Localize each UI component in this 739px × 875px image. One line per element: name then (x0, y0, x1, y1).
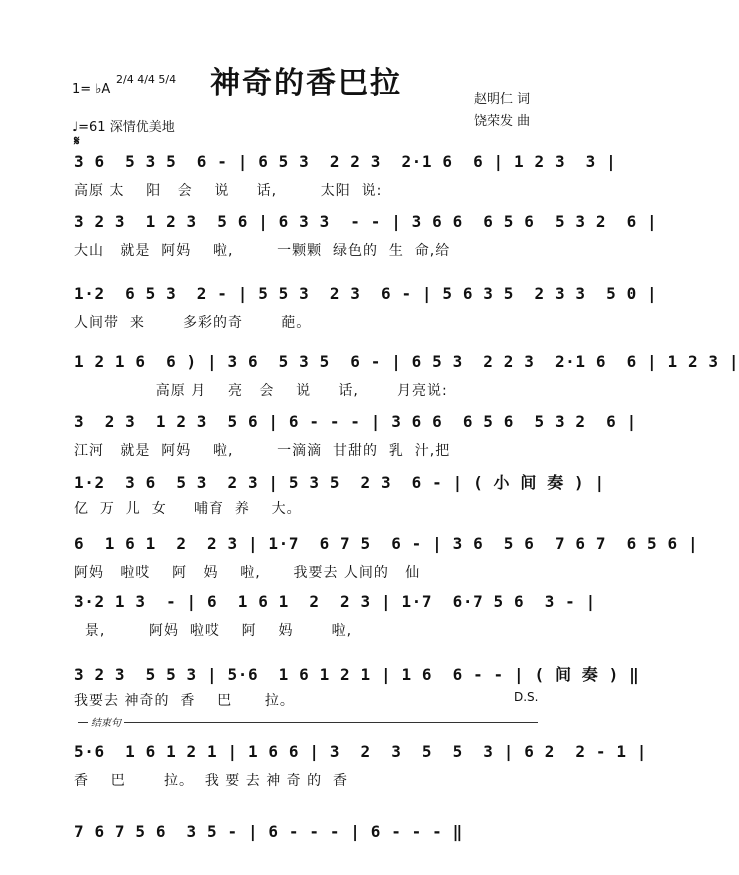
ending-label: 结束句 (88, 714, 124, 729)
score-line-11 (74, 822, 554, 852)
tempo-marking: ♩=61 深情优美地 (72, 120, 175, 135)
notes-line-10: 5·6 1 6 1 2 1 | 1 6 6 | 3 2 3 5 5 3 | 6 2 2 - 1 | (74, 742, 648, 761)
notes-line-7: 6 1 6 1 2 2 3 | 1·7 6 7 5 6 - | 3 6 5 6 7 6 7 6 5 6 | (74, 534, 699, 553)
ds-marking: D.S. (514, 690, 539, 704)
time-signatures (116, 74, 176, 86)
time-sig-2: 4/4 (137, 73, 155, 86)
lyrics-line-4: 高原 月 亮 会 说 话, 月亮说: (74, 383, 448, 399)
score-line-5 (74, 412, 637, 462)
lyricist-credit: 赵明仁 词 (474, 92, 531, 107)
notes-line-11: 7 6 7 5 6 3 5 - | 6 - - - | 6 - - - ‖ (74, 822, 463, 841)
score-line-9 (74, 662, 640, 712)
notes-line-2: 3 2 3 1 2 3 5 6 | 6 3 3 - - | 3 6 6 6 5 6 5 3 2 6 | (74, 212, 658, 231)
lyrics-line-7: 阿妈 啦哎 阿 妈 啦, 我要去 人间的 仙 (74, 565, 421, 581)
notes-line-8: 3·2 1 3 - | 6 1 6 1 2 2 3 | 1·7 6·7 5 6 3 - | (74, 592, 596, 611)
score-line-6 (74, 470, 605, 520)
notes-line-4: 1 2 1 6 6 ) | 3 6 5 3 5 6 - | 6 5 3 2 2 3 2·1 6 6 | 1 2 3 | (74, 352, 739, 371)
ending-bracket (78, 722, 538, 723)
lyrics-line-8: 景, 阿妈 啦哎 阿 妈 啦, (74, 623, 353, 639)
key-signature: 1= ♭A (72, 82, 111, 97)
lyrics-line-10: 香 巴 拉。 我 要 去 神 奇 的 香 (74, 773, 349, 789)
lyrics-line-9: 我要去 神奇的 香 巴 拉。 (74, 693, 295, 709)
song-title: 神奇的香巴拉 (210, 66, 402, 101)
notes-line-6: 1·2 3 6 5 3 2 3 | 5 3 5 2 3 6 - | ( 小 间 奏 ) | (74, 473, 605, 492)
lyrics-line-6: 亿 万 儿 女 哺育 养 大。 (74, 501, 302, 517)
score-line-7 (74, 534, 699, 584)
score-line-2 (74, 212, 658, 262)
composer-credit: 饶荣发 曲 (474, 114, 531, 129)
notes-line-1: 3 6 5 3 5 6 - | 6 5 3 2 2 3 2·1 6 6 | 1 2 3 3 | (74, 152, 617, 171)
notes-line-5: 3 2 3 1 2 3 5 6 | 6 - - - | 3 6 6 6 5 6 5 3 2 6 | (74, 412, 637, 431)
score-line-10 (74, 742, 648, 792)
notes-line-3: 1·2 6 5 3 2 - | 5 5 3 2 3 6 - | 5 6 3 5 2 3 3 5 0 | (74, 284, 658, 303)
time-sig-3: 5/4 (158, 73, 177, 86)
segno-mark: 𝄋 (74, 134, 80, 149)
lyrics-line-1: 高原 太 阳 会 说 话, 太阳 说: (74, 183, 383, 199)
score-line-8 (74, 592, 596, 642)
lyrics-line-5: 江河 就是 阿妈 啦, 一滴滴 甘甜的 乳 汁,把 (74, 443, 451, 459)
score-line-1 (74, 152, 617, 202)
lyrics-line-3: 人间带 来 多彩的奇 葩。 (74, 315, 312, 331)
lyrics-line-2: 大山 就是 阿妈 啦, 一颗颗 绿色的 生 命,给 (74, 243, 451, 259)
time-sig-1: 2/4 (116, 73, 134, 86)
score-line-3 (74, 284, 658, 334)
score-line-4 (74, 352, 739, 402)
notes-line-9: 3 2 3 5 5 3 | 5·6 1 6 1 2 1 | 1 6 6 - - | ( 间 奏 ) ‖ (74, 665, 640, 684)
